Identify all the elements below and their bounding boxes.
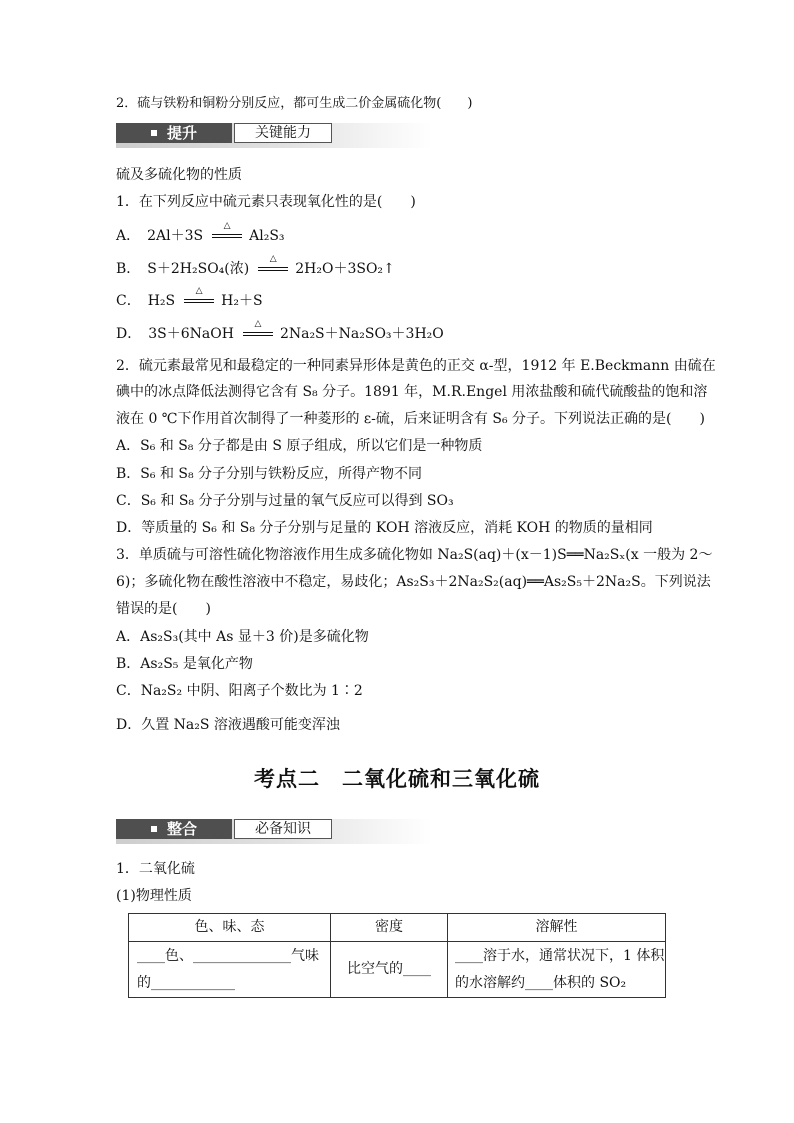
equation-reactants: 2Al＋3S	[147, 228, 204, 244]
subsection-title: 1．二氧化硫	[116, 861, 195, 877]
banner-label: 关键能力	[234, 123, 332, 143]
q3-stem-line: 错误的是( )	[116, 601, 211, 617]
cell-solubility	[448, 942, 666, 998]
equation-products: 2H₂O＋3SO₂↑	[295, 261, 395, 277]
cell-line: 的水溶解约____体积的 SO₂	[455, 974, 627, 991]
header-density: 密度	[331, 914, 448, 942]
option-label: A．	[116, 228, 141, 244]
q3-option-d: D．久置 Na₂S 溶液遇酸可能变浑浊	[116, 717, 340, 733]
q3-stem-line: 3．单质硫与可溶性硫化物溶液作用生成多硫化物如 Na₂S(aq)＋(x－1)S══Na₂Sₓ(x 一般为 2～	[116, 547, 713, 563]
q1-option-a	[116, 221, 285, 246]
heating-triangle-icon: △	[254, 319, 262, 329]
square-bullet-icon	[151, 130, 157, 136]
cell-density	[331, 942, 448, 998]
previous-question-statement: 2．硫与铁粉和铜粉分别反应，都可生成二价金属硫化物( )	[116, 96, 473, 111]
physical-properties-table	[128, 913, 666, 998]
banner-tag-text: 提升	[167, 124, 198, 142]
q1-stem: 1．在下列反应中硫元素只表现氧化性的是( )	[116, 194, 416, 210]
subsection-part: (1)物理性质	[116, 888, 192, 904]
double-line	[184, 299, 214, 303]
equation-products: 2Na₂S＋Na₂SO₃＋3H₂O	[279, 326, 444, 342]
option-label: B．	[116, 261, 141, 277]
option-label: D．	[116, 326, 142, 342]
q1-option-b	[116, 254, 395, 279]
heating-triangle-icon: △	[223, 221, 231, 231]
q1-option-c	[116, 286, 263, 311]
double-line	[243, 332, 273, 336]
double-line	[212, 234, 242, 238]
heating-equals-sign	[258, 254, 288, 279]
topic-title: 硫及多硫化物的性质	[116, 167, 242, 183]
heating-triangle-icon: △	[269, 254, 277, 264]
equation-products: H₂＋S	[221, 293, 263, 309]
table-header-row	[129, 914, 666, 942]
heating-equals-sign	[184, 286, 214, 311]
integrate-banner	[116, 819, 432, 844]
cell-line: 的____________	[137, 974, 235, 991]
q2-stem-line: 碘中的冰点降低法测得它含有 S₈ 分子。1891 年，M.R.Engel 用浓盐酸和硫代硫酸盐的饱和溶	[116, 384, 708, 400]
banner-tag	[116, 123, 232, 143]
section-heading: 考点二 二氧化硫和三氧化硫	[254, 766, 540, 791]
equation-products: Al₂S₃	[249, 228, 285, 244]
banner-tag-text: 整合	[167, 820, 198, 838]
improve-banner	[116, 123, 432, 148]
square-bullet-icon	[151, 826, 157, 832]
q2-option-b: B．S₆ 和 S₈ 分子分别与铁粉反应，所得产物不同	[116, 466, 423, 482]
cell-color-smell-state	[129, 942, 331, 998]
cell-line: 比空气的____	[347, 961, 431, 977]
table-row	[129, 942, 666, 998]
q3-option-a: A．As₂S₃(其中 As 显＋3 价)是多硫化物	[116, 629, 369, 645]
q2-stem-line: 液在 0 ℃下作用首次制得了一种菱形的 ε-硫，后来证明含有 S₆ 分子。下列说法正确的是( )	[116, 411, 705, 427]
q3-option-b: B．As₂S₅ 是氧化产物	[116, 656, 253, 672]
cell-line: ____色、______________气味	[137, 947, 319, 964]
double-line	[258, 267, 288, 271]
banner-tag	[116, 819, 232, 839]
header-color-smell-state: 色、味、态	[129, 914, 331, 942]
q2-option-c: C．S₆ 和 S₈ 分子分别与过量的氧气反应可以得到 SO₃	[116, 493, 454, 509]
q1-option-d	[116, 319, 444, 344]
q2-option-a: A．S₆ 和 S₈ 分子都是由 S 原子组成，所以它们是一种物质	[116, 438, 483, 454]
q3-stem-line: 6)；多硫化物在酸性溶液中不稳定，易歧化；As₂S₃＋2Na₂S₂(aq)══As₂S₅＋2Na₂S。下列说法	[116, 574, 711, 590]
q2-stem-line: 2．硫元素最常见和最稳定的一种同素异形体是黄色的正交 α-型，1912 年 E.Beckmann 由硫在	[116, 358, 716, 374]
heating-equals-sign	[212, 221, 242, 246]
equation-reactants: 3S＋6NaOH	[148, 326, 234, 342]
header-solubility: 溶解性	[448, 914, 666, 942]
option-label: C．	[116, 293, 141, 309]
q3-option-c: C．Na₂S₂ 中阴、阳离子个数比为 1∶2	[116, 683, 363, 699]
equation-reactants: S＋2H₂SO₄(浓)	[147, 261, 250, 277]
banner-label: 必备知识	[234, 819, 332, 839]
q2-option-d: D．等质量的 S₆ 和 S₈ 分子分别与足量的 KOH 溶液反应，消耗 KOH 的物质的量相同	[116, 520, 653, 536]
cell-line: ____溶于水，通常状况下，1 体积	[455, 947, 665, 964]
heating-equals-sign	[243, 319, 273, 344]
equation-reactants: H₂S	[147, 293, 176, 309]
heating-triangle-icon: △	[195, 286, 203, 296]
